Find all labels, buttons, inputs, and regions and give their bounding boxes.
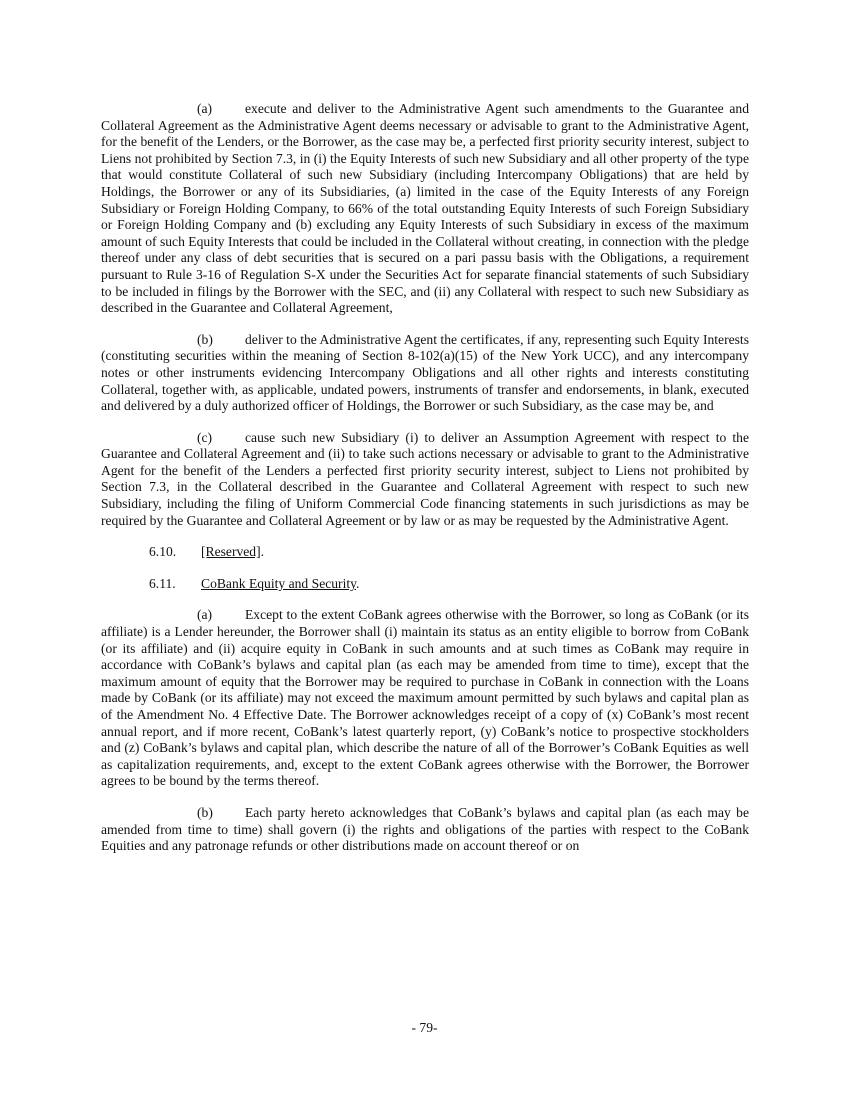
paragraph-text: Each party hereto acknowledges that CoBank’s bylaws and capital plan (as each may be amended from time to time) shall govern (i) the rights and obligations of the parties with respect to the CoBank Equities and any patronage refunds or other distributions made on account thereof or on — [101, 804, 749, 854]
section-title: CoBank Equity and Security — [201, 575, 357, 591]
paragraph-label: (a) — [197, 101, 213, 116]
section-heading-6-10 — [101, 544, 749, 561]
section-title-punctuation: . — [356, 575, 360, 591]
paragraph-text: Except to the extent CoBank agrees otherwise with the Borrower, so long as CoBank (or its affiliate) is a Lender hereunder, the Borrower shall (i) maintain its status as an entity eligible to borrow from CoBank (or its affiliate) and (ii) acquire equity in CoBank in such amounts and at such times as CoBank may require in accordance with CoBank’s bylaws and capital plan (as each may be amended from time to time), except that the maximum amount of equity that the Borrower may be required to purchase in CoBank in connection with the Loans made by CoBank (or its affiliate) may not exceed the maximum amount permitted by such bylaws and capital plan as of the Amendment No. 4 Effective Date. The Borrower acknowledges receipt of a copy of (x) CoBank’s most recent annual report, and if more recent, CoBank’s latest quarterly report, (y) CoBank’s notice to prospective stockholders and (z) CoBank’s bylaws and capital plan, which describe the nature of all of the Borrower’s CoBank Equities as well as capitalization requirements, and, except to the extent CoBank agrees otherwise with the Borrower, the Borrower agrees to be bound by the terms thereof. — [101, 607, 749, 789]
section-number: 6.10. — [149, 544, 177, 560]
paragraph-6-11-b — [101, 805, 749, 855]
paragraph-label: (c) — [197, 429, 213, 445]
section-title: [Reserved] — [201, 544, 261, 560]
paragraph-text: cause such new Subsidiary (i) to deliver an Assumption Agreement with respect to the Guarantee and Collateral Agreement and (ii) to take such actions necessary or advisable to grant to the Administrative Agent for the benefit of the Lenders a perfected first priority security interest, subject to Liens not prohibited by Section 7.3, in the Collateral described in the Guarantee and Collateral Agreement with respect to such new Subsidiary, including the filing of Uniform Commercial Code financing statements in such jurisdictions as may be required by the Guarantee and Collateral Agreement or by law or as may be requested by the Administrative Agent. — [101, 429, 749, 528]
paragraph-a — [101, 101, 749, 317]
section-heading-6-11 — [101, 576, 749, 593]
section-title-punctuation: . — [260, 544, 265, 560]
paragraph-text: execute and deliver to the Administrative Agent such amendments to the Guarantee and Collateral Agreement as the Administrative Agent deems necessary or advisable to grant to the Administrative Agent, for the benefit of the Lenders, or the Borrower, as the case may be, a perfected first priority security interest, subject to Liens not prohibited by Section 7.3, in (i) the Equity Interests of such new Subsidiary and all other property of the type that would constitute Collateral of such new Subsidiary (including Intercompany Obligations) that are held by Holdings, the Borrower or any of its Subsidiaries, (a) limited in the case of the Equity Interests of any Foreign Subsidiary or Foreign Holding Company, to 66% of the total outstanding Equity Interests of such Foreign Subsidiary or Foreign Holding Company and (b) excluding any Equity Interests of such Subsidiary in excess of the maximum amount of such Equity Interests that could be included in the Collateral without creating, in connection with the pledge thereof under any class of debt securities that is secured on a pari passu basis with the Obligations, a requirement pursuant to Rule 3-16 of Regulation S-X under the Securities Act for separate financial statements of such Subsidiary to be included in filings by the Borrower with the SEC, and (ii) any Collateral with respect to such new Subsidiary as described in the Guarantee and Collateral Agreement, — [101, 101, 749, 316]
paragraph-label: (b) — [197, 331, 213, 347]
page-number: - 79- — [411, 1020, 438, 1035]
paragraph-6-11-a — [101, 607, 749, 790]
paragraph-c — [101, 430, 749, 530]
paragraph-label: (a) — [197, 607, 213, 623]
paragraph-b — [101, 332, 749, 415]
paragraph-text: deliver to the Administrative Agent the certificates, if any, representing such Equity Interests (constituting securities within the meaning of Section 8-102(a)(15) of the New York UCC), and any intercompany notes or other instruments evidencing Intercompany Obligations and all other rights and interests constituting Collateral, together with, as applicable, undated powers, instruments of transfer and endorsements, in blank, executed and delivered by a duly authorized officer of Holdings, the Borrower or such Subsidiary, as the case may be, and — [101, 331, 749, 414]
section-number: 6.11. — [149, 575, 176, 591]
document-page — [101, 101, 749, 870]
paragraph-label: (b) — [197, 804, 213, 820]
